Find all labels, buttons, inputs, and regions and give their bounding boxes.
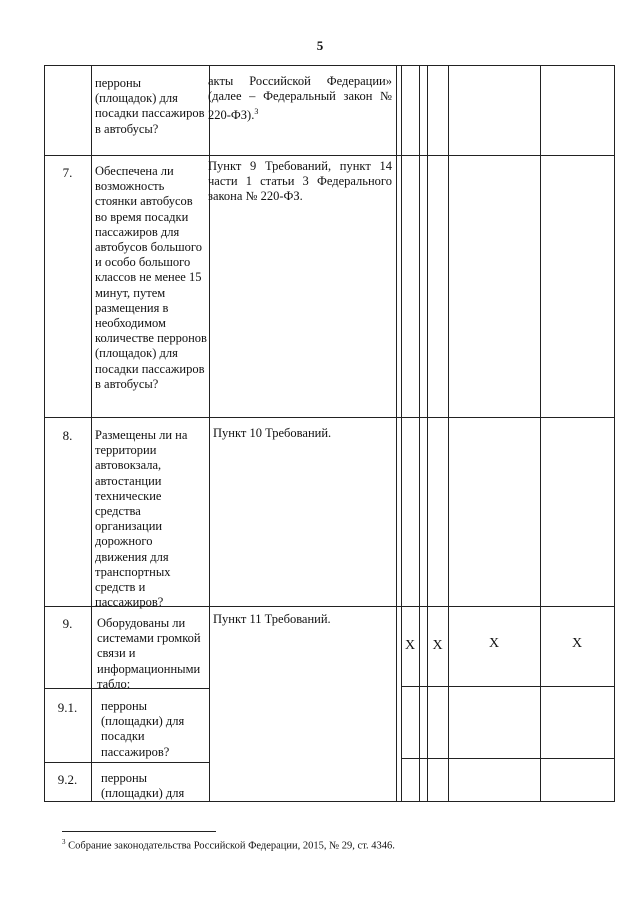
footnote-text: Собрание законодательства Российской Федерации, 2015, № 29, ст. 4346.	[68, 840, 395, 852]
question-text: Оборудованы ли системами громкой связи и информационными табло:	[97, 616, 201, 691]
question-text: перроны (площадки) для посадки пассажиров?	[101, 699, 185, 759]
row-number: 9.2.	[57, 772, 78, 787]
question-text: перроны (площадки) для	[101, 771, 185, 801]
reference-text: Пункт 9 Требований, пункт 14 части 1 статьи 3 Федерального закона № 220-ФЗ.	[208, 159, 392, 204]
question-text: перроны (площадок) для посадки пассажиров в автобусы?	[95, 76, 205, 136]
table-rule	[401, 65, 402, 802]
table-rule	[91, 65, 92, 802]
x-mark: X	[432, 638, 443, 653]
table-rule	[44, 155, 615, 156]
table-rule	[44, 762, 210, 763]
x-mark: X	[571, 636, 583, 651]
table-rule	[401, 686, 615, 687]
footnote	[62, 838, 395, 852]
reference-text: Пункт 10 Требований.	[213, 426, 332, 440]
table-rule	[401, 758, 615, 759]
footnote-ref: 3	[254, 107, 259, 117]
footnote-mark: 3	[62, 838, 66, 846]
table-rule	[614, 65, 615, 802]
reference-cell	[208, 74, 392, 124]
table-rule	[44, 417, 615, 418]
x-mark: X	[404, 638, 416, 653]
table-rule	[427, 65, 428, 802]
row-number: 7.	[62, 165, 73, 180]
table-rule	[419, 65, 420, 802]
row-number: 8.	[62, 428, 73, 443]
table-rule	[448, 65, 449, 802]
question-text: Обеспечена ли возможность стоянки автобусов во время посадки пассажиров для автобусов большого и особо большого классов не менее 15 минут, путем размещения в необходимом количестве перронов (площадок) для посадки пассажиров в автобусы?	[95, 164, 207, 391]
footnote-rule	[62, 831, 216, 832]
page-number: 5	[316, 38, 324, 53]
x-mark: X	[488, 636, 500, 651]
row-number: 9.1.	[57, 700, 78, 715]
reference-text: Пункт 11 Требований.	[213, 612, 331, 626]
reference-text: акты Российской Федерации» (далее – Федеральный закон № 220-ФЗ).	[208, 74, 392, 123]
table-rule	[540, 65, 541, 802]
row-number: 9.	[62, 616, 73, 631]
question-text: Размещены ли на территории автовокзала, автостанции технические средства организации дорожного движения для транспортных средств и пассажиров?	[95, 428, 188, 610]
table-rule	[44, 65, 615, 66]
table-rule	[396, 65, 397, 802]
